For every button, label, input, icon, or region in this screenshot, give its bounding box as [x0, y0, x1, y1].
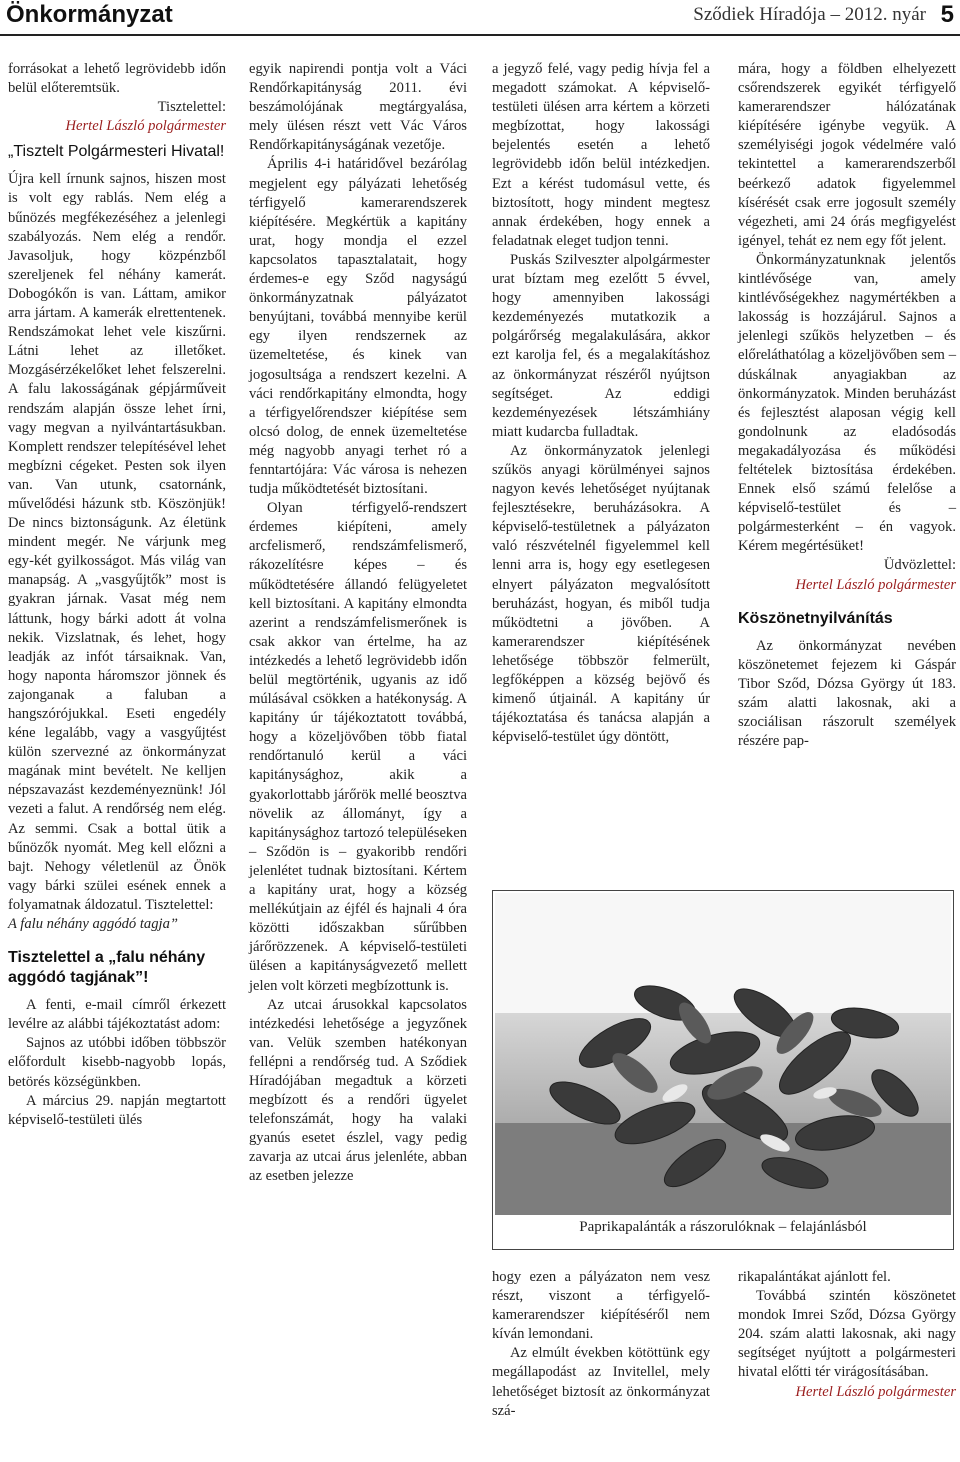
publication-name: Sződiek Híradója – 2012. nyár	[693, 4, 926, 25]
letter-heading: „Tisztelt Polgármesteri Hivatal!	[8, 143, 225, 161]
letter-body: Újra kell írnunk sajnos, hiszen most is volt egy rablás. Nem elég a bűnözés megfékezéséhez a jelenlegi szabályozás. Nem elég a rendőr. Javasoljuk, hogy közpénzből szereljenek fel néhány kamerát. Dobogókőn is van. Láttam, amikor arra jártam. A kamerák elrettentenek. Rendszámokat lehet vele kiszűrni. Látni lehet az illetőket. Mozgásérzékelőket lehet felszerelni. A falu lakosságának gépjárműveit rendszám alapján össze lehet írni, vagy megvan a nyilvántartásukban. Komplett rendszer telepítésével lehet megbízni cégeket. Pesten sok ilyen van. Van utunk, csatornánk, művelődési házunk stb. Köszönjük! De nincs biztonságunk. Az életünk mindent megér. Ne várjunk meg egy-két gyilkosságot. Más világ van manapság. A „vasgyűjtők” most is gyakran járnak. Vasat még nem láttunk, hogy bárki adott át volna nekik. Vizslatnak, és lehet, hogy leadják az infót társaiknak. Van, hogy naponta háromszor jönnek és zajonganak a faluban a hangszórójukkal. Eseti engedély kéne legalább, vagy a vasgyűjtést külön szervezné az önkormányzat magának mint bevételt. Ne kelljen népszavazást kezdeményeznünk! Jól vezeti a falut. A rendőrség nem elég. Az semmi. Csak a bottal ütik a bűnözők nyomát. Meg kell előzni a bajt. Nehogy véletlenül az Önök vagy bárki szülei esének ennek a folyamatnak áldozatul. Tisztelettel:	[8, 171, 226, 913]
closing-text: Tisztelettel:	[157, 99, 226, 116]
pepper-seedlings-photo	[495, 893, 951, 1215]
paragraph: Puskás Szilveszter alpolgármester urat bíztam meg ezelőtt 5 évvel, hogy amennyiben lakossági kezdeményezés mutatkozik a polgárőrség megalakulására, akkor ezt karolja fel, és a megalakításhoz az önkormányzat részéről nyújtson segítséget. Az eddigi kezdeményezések létszámhiány miatt kudarcba fulladtak.	[492, 251, 710, 440]
letter-signature: A falu néhány aggódó tagja”	[8, 916, 178, 933]
page-number: 5	[940, 1, 954, 28]
paragraph: Olyan térfigyelő-rendszert érdemes kiépíteni, amely arcfelismerő, rendszámfelismerő, rákozelítésre képes – és működtetésére állandó felügyeletet kell biztosítani. A kapitány elmondta azerint a rendszámfelismerőnek is csak akkor van értelme, ha az intézkedés a lehető legrövidebb időn belül megtörténik, ugyanis az idő múlásával csökken a hatékonyság. A kapitány úr tájékoztatott továbbá, hogy a közeljövőben több fiatal rendőrtanuló kerül a váci kapitánysághoz, akik a gyakorlottabb járőrök mellé beosztva növelik az állományt, így a kapitánysághoz tartozó településeken – Sződön is – gyakoribb rendőri jelenlétet tudnak biztosítani. Kértem a kapitány urat, hogy a község mellékútjain az éjfél és hajnali 4 óra közötti időszakban sűrűbben járőrözzenek. A képviselő-testületi ülésen a kapitányságvezető mellett jelen volt körzeti megbízottunk is.	[249, 500, 468, 994]
signature: Hertel László polgármester	[65, 118, 226, 135]
closing-text: Üdvözlettel:	[883, 557, 956, 574]
column-1	[8, 60, 226, 1130]
reply-heading: Tisztelettel a „falu néhány aggódó tagjának”!	[8, 949, 206, 987]
paragraph: A március 29. napján megtartott képviselő-testületi ülés	[8, 1092, 226, 1128]
paragraph: a jegyző felé, vagy pedig hívja fel a megadott számokat. A képviselő-testületi ülésen arra kértem a körzeti megbízottat, hogy lakossági bejelentés esetén a lehető legrövidebb időn belül intézkedjen. Ezt a kérést tudomásul vette, és biztosított, hogy mindent megtesz annak érdekében, hogy ennek a feladatnak eleget tudjon tenni.	[492, 61, 710, 249]
paragraph: Az önkormányzatok jelenlegi szűkös anyagi körülményei sajnos nagyon kevés lehetőséget nyújtanak fejlesztésekre, beruházásokra. A képviselő-testületnek a pályázaton való részvételnél figyelemmel kell lenni arra is, hogy egy esetlegesen elnyert pályázaton megvalósított beruházást, hogyan, és miből tudja működtetni a jövőben. A kamerarendszer kiépítésének lehetősége többször felmerült, legfőképpen a község bejövő és kimenő útjainál. A kapitány úr tájékoztatása és tanácsa alapján a képviselő-testület úgy döntött,	[492, 442, 710, 746]
paragraph: Az utcai árusokkal kapcsolatos intézkedési lehetősége a jegyzőnek van. Velük szemben hatékonyan fellépni a rendőrség tud. A Sződiek Híradójában megadtuk a körzeti megbízott és a rendőri ügyelet telefonszámát, hogy ha valaki gyanús esetet észlel, vagy pedig zavarja az utcai árus jelenléte, abban az esetben jelezze	[249, 996, 467, 1185]
paragraph: Április 4-i határidővel bezárólag megjelent egy pályázati lehetőség térfigyelő kamerarendszerek kiépítésére. Megkértük a kapitány urat, hogy mondja el ezzel kapcsolatos tapasztalatait, hogy érdemes-e egy Sződ nagyságú önkormányzatnak pályázatot benyújtani, továbbá mennyibe kerül egy ilyen rendszernek az üzemeltetése, és kinek van jogosultsága a rendszert kezelni. A váci rendőrkapitány elmondta, hogy a térfigyelőrendszer kiépítése sem olcsó dolog, de ennek üzemeltetése még nagyobb anyagi terhet ró a fenntartójára: Vác városa is nehezen tudja működtetését biztosítani.	[249, 156, 467, 498]
thanks-heading: Köszönetnyilvánítás	[738, 609, 893, 627]
paragraph: egyik napirendi pontja volt a Váci Rendőrkapitányság 2011. évi beszámolójának megtárgyalása, mely ülésen részt vett Vác Város Rendőrkapitányságának vezetője.	[249, 61, 467, 154]
signature: Hertel László polgármester	[795, 576, 956, 593]
paragraph: A fenti, e-mail címről érkezett levélre az alábbi tájékoztatást adom:	[8, 997, 226, 1033]
paragraph: Az elmúlt években kötöttünk egy megállapodást az Invitellel, mely lehetőséget biztosít az önkormányzat szá-	[492, 1345, 710, 1419]
signature: Hertel László polgármester	[795, 1383, 956, 1400]
paragraph: Önkormányzatunknak jelentős kintlévősége van, amely kintlévőségekhez nagymértékben a lakosság is hozzájárul. Sajnos a jelenlegi szűkös helyzetben – és előreláthatólag a közeljövőben sem – dúskálnak anyagiakban az önkormányzatok. Minden beruházást és fejlesztést alaposan végig kell gondolnunk az eladósodás megakadályozása és működési feltételek biztosítása érdekében. Ennek első számú felelőse a képviselő-testület és – polgármesterként – én vagyok. Kérem megértésüket!	[738, 251, 956, 555]
paragraph: forrásokat a lehető legrövidebb időn belül előteremtsük.	[8, 61, 226, 97]
paragraph: Sajnos az utóbbi időben többször előfordult kisebb-nagyobb lopás, betörés községünkben.	[8, 1035, 226, 1090]
photo-frame	[492, 890, 954, 1250]
page-header	[0, 0, 960, 36]
column-2	[249, 60, 467, 1187]
photo-caption: Paprikapalánták a rászorulóknak – felajánlásból	[579, 1219, 867, 1235]
paragraph: hogy ezen a pályázaton nem vesz részt, viszont a térfigyelő-kamerarendszer kiépítéséről nem kíván lemondani.	[492, 1269, 710, 1343]
paragraph: Az önkormányzat nevében köszönetemet fejezem ki Gáspár Tibor Sződ, Dózsa György út 183. szám alatti lakosnak, aki a szociálisan rászorult személyek részére pap-	[738, 637, 956, 750]
column-3-bottom	[492, 1268, 710, 1421]
column-4	[738, 60, 956, 751]
paragraph: mára, hogy a földben elhelyezett csőrendszerek egyikét térfigyelő kamerarendszer hálózatának kiépítésére igénybe vegyük. A személyiségi jogok védelmére való tekintettel a kamerarendszerből beérkező adatok figyelemmel kísérését csak erre jogosult személy végezheti, ami 24 órás megfigyelést igényel, tehát ez nem egy főt jelent.	[738, 61, 956, 249]
paragraph: Továbbá szintén köszönetet mondok Imrei Sződ, Dózsa György 204. szám alatti lakosnak, aki nagy segítséget nyújtott a polgármesteri hivatal előtti tér virágosításában.	[738, 1288, 956, 1381]
section-title: Önkormányzat	[6, 1, 173, 28]
paragraph: rikapalántákat ajánlott fel.	[738, 1269, 891, 1285]
column-4-bottom	[738, 1268, 956, 1402]
column-3	[492, 60, 710, 747]
